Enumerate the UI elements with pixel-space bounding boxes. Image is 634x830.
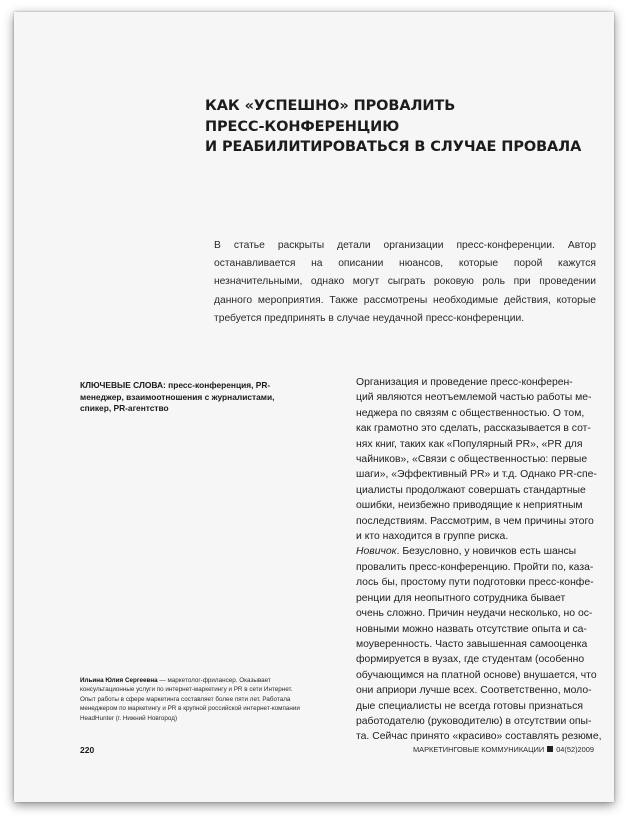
body-line: работодателю (руководителю) в отсутствии опы- xyxy=(356,715,592,727)
author-bio: — маркетолог-фрилансер. Оказывает консультационные услуги по интернет-маркетингу и PR в сети Интернет. Опыт работы в сфере маркетинга составляет более пяти лет. Работала менеджером по маркетингу и PR в крупной российской интернет-компании HeadHunter (г. Нижний Новгород) xyxy=(80,677,300,722)
magazine-page xyxy=(14,12,614,802)
title-line: ПРЕСС-КОНФЕРЕНЦИЮ xyxy=(205,118,400,135)
body-line: провалить пресс-конференцию. Пройти по, каза- xyxy=(356,561,594,573)
keywords xyxy=(80,380,298,415)
journal-footer xyxy=(413,745,594,754)
page-number: 220 xyxy=(80,745,95,755)
body-line: нях книг, таких как «Популярный PR», «PR для xyxy=(356,438,583,450)
body-line: моуверенность. Часто завышенная самооценка xyxy=(356,638,588,650)
body-line: Организация и проведение пресс-конферен- xyxy=(356,377,573,388)
keywords-label: КЛЮЧЕВЫЕ СЛОВА: xyxy=(80,380,166,390)
body-lead-term: Новичок xyxy=(356,546,397,558)
body-line: последствиям. Рассмотрим, в чем причины этого xyxy=(356,515,594,527)
body-paragraph xyxy=(329,544,602,744)
body-line: та. Сейчас принято «красиво» составлять резюме, xyxy=(356,731,602,743)
journal-issue: 04(52)2009 xyxy=(556,745,594,754)
article-title xyxy=(205,96,595,158)
body-line: ций являются неотъемлемой частью работы ме- xyxy=(356,392,592,404)
author-name: Ильина Юлия Сергеевна xyxy=(80,677,158,684)
body-line: циалисты продолжают совершать стандартные xyxy=(356,484,586,496)
author-info xyxy=(80,676,300,723)
body-line: неджера по связям с общественностью. О том, xyxy=(356,407,585,419)
journal-name: МАРКЕТИНГОВЫЕ КОММУНИКАЦИИ xyxy=(413,745,545,754)
body-line: как грамотно это сделать, рассказывается в сот- xyxy=(356,423,591,435)
keywords-text: пресс-конференция, PR-менеджер, взаимоотношения с журналистами, спикер, PR-агентство xyxy=(80,380,275,413)
body-line: очень сложно. Причин неудачи несколько, но ос- xyxy=(356,608,593,620)
body-line xyxy=(329,544,599,559)
body-line: и кто находится в группе риска. xyxy=(356,531,509,543)
title-line: И РЕАБИЛИТИРОВАТЬСЯ В СЛУЧАЕ ПРОВАЛА xyxy=(205,139,582,155)
body-line: они априори лучше всех. Соответственно, моло- xyxy=(356,685,592,697)
body-line: ренции для неопытного сотрудника бывает xyxy=(356,592,566,604)
body-paragraph xyxy=(329,375,599,544)
title-line: КАК «УСПЕШНО» ПРОВАЛИТЬ xyxy=(205,98,456,114)
body-line: чайников», «Связи с общественностью: первые xyxy=(356,454,588,466)
body-line-rest: . Безусловно, у новичков есть шансы xyxy=(396,546,577,558)
body-line: лось бы, простому пути подготовки пресс-конфе- xyxy=(356,577,594,589)
square-bullet-icon xyxy=(547,746,553,752)
article-body xyxy=(329,375,602,745)
body-line: новными можно назвать отсутствие опыта и са- xyxy=(356,623,587,635)
body-line: ошибки, неизбежно приводящие к неприятным xyxy=(356,500,583,512)
body-line: формируется в вузах, где студентам (особенно xyxy=(356,654,585,666)
body-line: обучающимся на платной основе) внушается, что xyxy=(356,669,597,681)
article-abstract: В статье раскрыты детали организации пресс-конференции. Автор останавливается на описании нюансов, которые порой кажутся незначительными, однако могут сыграть роковую роль при проведении данного мероприятия. Также рассмотрены необходимые действия, которые требуется предпринять в случае неудачной пресс-конференции. xyxy=(214,240,596,324)
body-line: шаги», «Эффективный PR» и т.д. Однако PR-спе- xyxy=(356,469,597,481)
body-line: дые специалисты не всегда готовы признаться xyxy=(356,700,584,712)
